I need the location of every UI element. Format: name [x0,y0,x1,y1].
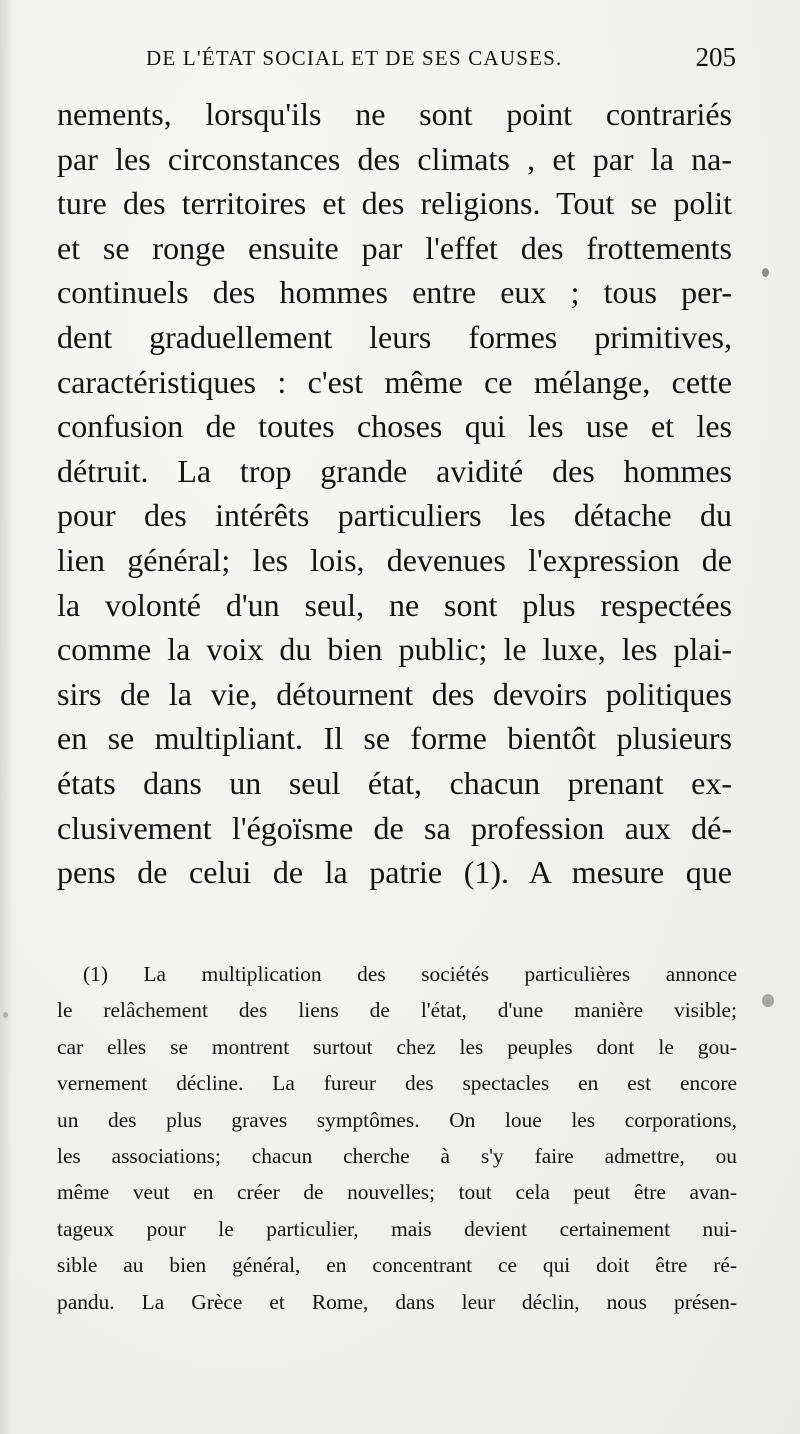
text-line: confusion de toutes choses qui les use et les [57,408,732,445]
paper-speck [762,994,774,1007]
text-line: détruit. La trop grande avidité des hommes [57,452,732,489]
paper-speck [3,1012,8,1018]
text-line: ture des territoires et des religions. Tout se polit [57,185,732,222]
text-line: caractéristiques : c'est même ce mélange, cette [57,363,732,400]
footnote [57,956,737,1320]
text-line: comme la voix du bien public; le luxe, les plai- [57,631,732,668]
running-head [60,40,740,80]
footnote-line: car elles se montrent surtout chez les peuples dont le gou- [57,1034,737,1059]
text-line: pour des intérêts particuliers les détache du [57,497,732,534]
text-line: états dans un seul état, chacun prenant ex- [57,764,732,801]
running-title: DE L'ÉTAT SOCIAL ET DE SES CAUSES. [146,46,563,70]
main-text [57,92,732,895]
footnote-line: sible au bien général, en concentrant ce qui doit être ré- [57,1253,737,1278]
footnote-line: le relâchement des liens de l'état, d'une manière visible; [57,998,737,1023]
text-line: dent graduellement leurs formes primitives, [57,318,732,355]
page-number: 205 [695,42,736,72]
text-line: nements, lorsqu'ils ne sont point contrariés [57,96,732,132]
text-line: sirs de la vie, détournent des devoirs politiques [57,675,732,712]
text-line: par les circonstances des climats , et par la na- [57,140,732,177]
text-line: en se multipliant. Il se forme bientôt plusieurs [57,720,732,757]
paper-speck [762,268,769,277]
footnote-line: même veut en créer de nouvelles; tout cela peut être avan- [57,1180,737,1205]
footnote-line: tageux pour le particulier, mais devient certainement nui- [57,1216,737,1241]
text-line: la volonté d'un seul, ne sont plus respectées [57,586,732,623]
page-gutter-shadow [0,0,14,1434]
footnote-line: (1) La multiplication des sociétés particulières annonce [83,962,737,986]
text-line: pens de celui de la patrie (1). A mesure que [57,854,732,891]
footnote-line: pandu. La Grèce et Rome, dans leur déclin, nous présen- [57,1289,737,1314]
text-line: et se ronge ensuite par l'effet des frottements [57,229,732,266]
footnote-line: vernement décline. La fureur des spectacles en est encore [57,1071,737,1096]
text-line: lien général; les lois, devenues l'expression de [57,541,732,578]
footnote-line: un des plus graves symptômes. On loue les corporations, [57,1107,737,1132]
text-line: clusivement l'égoïsme de sa profession aux dé- [57,809,732,846]
footnote-line: les associations; chacun cherche à s'y faire admettre, ou [57,1143,737,1168]
text-line: continuels des hommes entre eux ; tous per- [57,274,732,311]
